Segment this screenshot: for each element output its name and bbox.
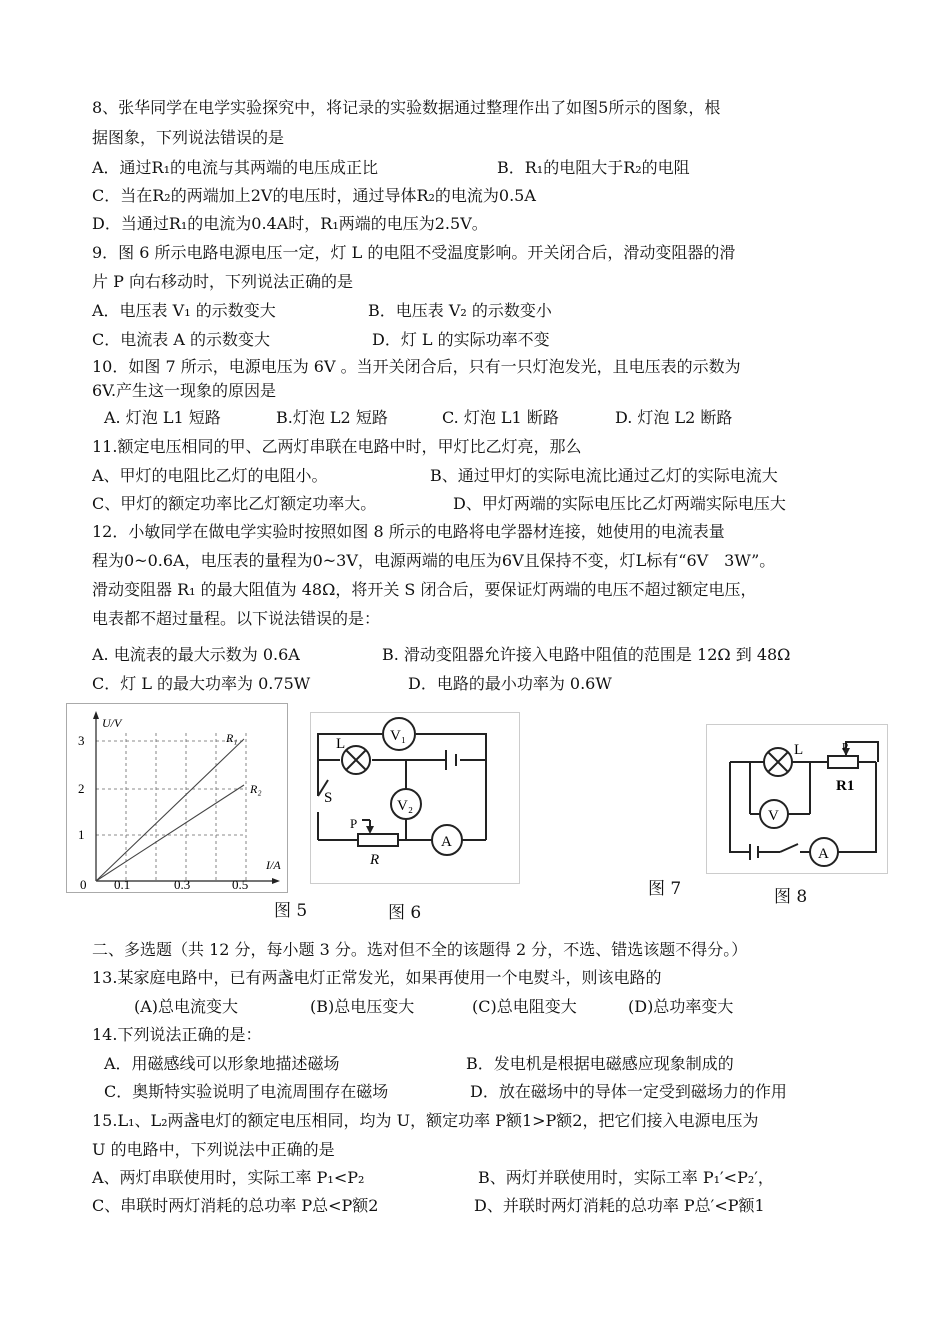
y-tick-3: 3 [78, 733, 85, 748]
q8-stem-line1: 8、张华同学在电学实验探究中，将记录的实验数据通过整理作出了如图5所示的图象，根 [92, 98, 721, 117]
q10-stem-line1: 10．如图 7 所示，电源电压为 6V 。当开关闭合后，只有一只灯泡发光，且电压表的示数为 [92, 357, 741, 376]
q12-option-a: A. 电流表的最大示数为 0.6A [92, 645, 300, 664]
figure-7-caption: 图 7 [648, 879, 682, 899]
fig8-rheostat-label: R1 [836, 778, 855, 794]
q13-option-d: (D)总功率变大 [628, 997, 734, 1016]
q11-option-a: A、甲灯的电阻比乙灯的电阻小。 [92, 466, 328, 485]
fig6-v1-label: V₁ [390, 728, 407, 744]
q12-stem-line3: 滑动变阻器 R₁ 的最大阻值为 48Ω，将开关 S 闭合后，要保证灯两端的电压不超过额定电压， [92, 580, 757, 599]
q12-stem-line2: 程为0~0.6A，电压表的量程为0~3V，电源两端的电压为6V且保持不变，灯L标有“6V 3W”。 [92, 551, 776, 570]
fig8-slider-label: P [842, 741, 849, 753]
x-tick-0-5: 0.5 [232, 877, 249, 892]
q10-option-d: D. 灯泡 L2 断路 [615, 408, 733, 427]
fig6-slider-label: P [350, 816, 358, 831]
x-axis-label: I/A [266, 858, 281, 872]
fig6-ammeter-label: A [441, 834, 452, 850]
q8-option-a: A．通过R₁的电流与其两端的电压成正比 [92, 158, 379, 177]
q15-option-a: A、两灯串联使用时，实际工率 P₁<P₂ [92, 1168, 365, 1187]
q14-option-c: C．奥斯特实验说明了电流周围存在磁场 [104, 1082, 389, 1101]
q10-option-a: A. 灯泡 L1 短路 [104, 408, 221, 427]
fig6-rheostat-label: R [370, 852, 380, 868]
q9-stem-line2: 片 P 向右移动时，下列说法正确的是 [92, 272, 353, 291]
q9-option-b: B．电压表 V₂ 的示数变小 [368, 301, 552, 320]
q11-option-c: C、甲灯的额定功率比乙灯额定功率大。 [92, 494, 377, 513]
q10-stem-line2: 6V.产生这一现象的原因是 [92, 381, 277, 400]
q8-option-c: C．当在R₂的两端加上2V的电压时，通过导体R₂的电流为0.5A [92, 186, 536, 205]
q15-stem-line2: U 的电路中，下列说法中正确的是 [92, 1140, 335, 1159]
q8-option-d: D．当通过R₁的电流为0.4A时，R₁两端的电压为2.5V。 [92, 214, 488, 233]
q12-option-c: C．灯 L 的最大功率为 0.75W [92, 674, 311, 693]
q8-option-b: B．R₁的电阻大于R₂的电阻 [497, 158, 690, 177]
q14-option-d: D．放在磁场中的导体一定受到磁场力的作用 [470, 1082, 787, 1101]
q10-option-b: B.灯泡 L2 短路 [276, 408, 388, 427]
q9-option-c: C．电流表 A 的示数变大 [92, 330, 270, 349]
q13-option-c: (C)总电阻变大 [472, 997, 577, 1016]
q9-stem-line1: 9．图 6 所示电路电源电压一定，灯 L 的电阻不受温度影响。开关闭合后，滑动变阻器的滑 [92, 243, 736, 262]
q11-stem: 11.额定电压相同的甲、乙两灯串联在电路中时，甲灯比乙灯亮，那么 [92, 437, 582, 456]
q13-stem: 13.某家庭电路中，已有两盏电灯正常发光，如果再使用一个电熨斗，则该电路的 [92, 968, 662, 987]
x-tick-0: 0 [80, 877, 87, 892]
y-tick-1: 1 [78, 827, 85, 842]
q12-stem-line1: 12．小敏同学在做电学实验时按照如图 8 所示的电路将电学器材连接，她使用的电流表量 [92, 522, 725, 541]
q15-option-c: C、串联时两灯消耗的总功率 P总<P额2 [92, 1196, 379, 1215]
fig8-ammeter-label: A [818, 846, 829, 862]
q12-stem-line4: 电表都不超过量程。以下说法错误的是： [92, 609, 381, 628]
r2-label: R₂ [250, 782, 262, 796]
q12-option-d: D．电路的最小功率为 0.6W [408, 674, 612, 693]
figure-8-caption: 图 8 [774, 887, 808, 907]
q11-option-b: B、通过甲灯的实际电流比通过乙灯的实际电流大 [430, 466, 778, 485]
figure-8-circuit [706, 724, 888, 874]
y-axis-label: U/V [102, 716, 122, 730]
x-tick-0-3: 0.3 [174, 877, 191, 892]
q14-option-a: A．用磁感线可以形象地描述磁场 [104, 1054, 340, 1073]
q9-option-d: D．灯 L 的实际功率不变 [372, 330, 550, 349]
fig6-lamp-label: L [336, 736, 346, 752]
q8-stem-line2: 据图象，下列说法错误的是 [92, 128, 285, 147]
figure-6-circuit [310, 712, 520, 884]
q14-stem: 14.下列说法正确的是： [92, 1025, 262, 1044]
q13-option-a: (A)总电流变大 [134, 997, 239, 1016]
fig6-switch-label: S [324, 790, 333, 806]
y-tick-2: 2 [78, 781, 85, 796]
q15-option-b: B、两灯并联使用时，实际工率 P₁′<P₂′， [478, 1168, 774, 1187]
q10-option-c: C. 灯泡 L1 断路 [442, 408, 559, 427]
fig8-lamp-label: L [794, 742, 804, 758]
fig8-voltmeter-label: V [768, 808, 779, 824]
fig6-v2-label: V₂ [397, 798, 414, 814]
q11-option-d: D、甲灯两端的实际电压比乙灯两端实际电压大 [453, 494, 786, 513]
section-2-title: 二、多选题（共 12 分，每小题 3 分。选对但不全的该题得 2 分，不选、错选该题不得分。） [92, 940, 748, 959]
r1-label: R₁ [226, 731, 238, 745]
x-tick-0-1: 0.1 [114, 877, 131, 892]
q15-stem-line1: 15.L₁、L₂两盏电灯的额定电压相同，均为 U，额定功率 P额1>P额2，把它们接入电源电压为 [92, 1111, 759, 1130]
figure-5-caption: 图 5 [274, 901, 308, 921]
figure-5-graph [66, 703, 288, 893]
q15-option-d: D、并联时两灯消耗的总功率 P总′<P额1 [474, 1196, 765, 1215]
q14-option-b: B．发电机是根据电磁感应现象制成的 [466, 1054, 734, 1073]
q12-option-b: B. 滑动变阻器允许接入电路中阻值的范围是 12Ω 到 48Ω [382, 645, 791, 664]
q9-option-a: A．电压表 V₁ 的示数变大 [92, 301, 276, 320]
q13-option-b: (B)总电压变大 [310, 997, 415, 1016]
figure-6-caption: 图 6 [388, 903, 422, 923]
